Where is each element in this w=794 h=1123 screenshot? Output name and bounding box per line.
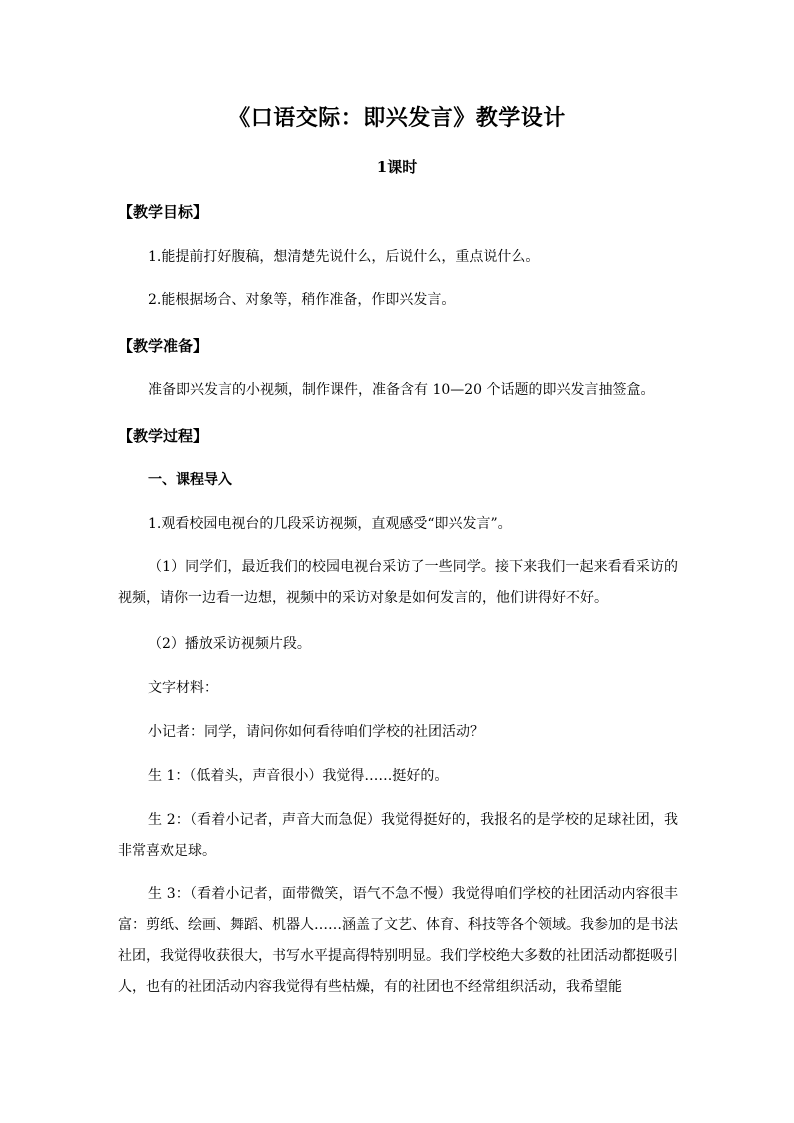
reporter-question: 小记者：同学，请问你如何看待咱们学校的社团活动？ bbox=[148, 724, 484, 740]
process-step-1-2: （2）播放采访视频片段。 bbox=[148, 636, 311, 652]
section-heading-process: 【教学过程】 bbox=[118, 427, 209, 445]
section-heading-objectives: 【教学目标】 bbox=[118, 203, 209, 221]
student-1-answer: 生 1：（低着头，声音很小）我觉得……挺好的。 bbox=[148, 768, 449, 784]
preparation-text: 准备即兴发言的小视频，制作课件，准备含有 10—20 个话题的即兴发言抽签盒。 bbox=[148, 382, 655, 398]
section-heading-preparation: 【教学准备】 bbox=[118, 337, 209, 355]
objective-item-1: 1.能提前打好腹稿，想清楚先说什么，后说什么，重点说什么。 bbox=[148, 249, 540, 265]
process-step-1-1: （1）同学们，最近我们的校园电视台采访了一些同学。接下来我们一起来看看采访的视频，请你一边看一边想，视频中的采访对象是如何发言的，他们讲得好不好。 bbox=[118, 559, 678, 606]
process-step-1: 1.观看校园电视台的几段采访视频，直观感受“即兴发言”。 bbox=[148, 516, 512, 532]
student-3-answer: 生 3：（看着小记者，面带微笑，语气不急不慢）我觉得咱们学校的社团活动内容很丰富：剪纸、绘画、舞蹈、机器人……涵盖了文艺、体育、科技等各个领域。我参加的是书法社团，我觉得收获很大，书写水平提高得特别明显。我们学校绝大多数的社团活动都挺吸引人，也有的社团活动内容我觉得有些枯燥，有的社团也不经常组织活动，我希望能 bbox=[118, 886, 678, 995]
student-2-answer: 生 2：（看着小记者，声音大而急促）我觉得挺好的，我报名的是学校的足球社团，我非常喜欢足球。 bbox=[118, 812, 678, 859]
process-subheading-intro: 一、课程导入 bbox=[148, 472, 232, 488]
objective-item-2: 2.能根据场合、对象等，稍作准备，作即兴发言。 bbox=[148, 292, 456, 308]
document-title: 《口语交际：即兴发言》教学设计 bbox=[228, 105, 566, 131]
document-subtitle: 1课时 bbox=[376, 158, 418, 176]
material-label: 文字材料： bbox=[148, 680, 218, 696]
